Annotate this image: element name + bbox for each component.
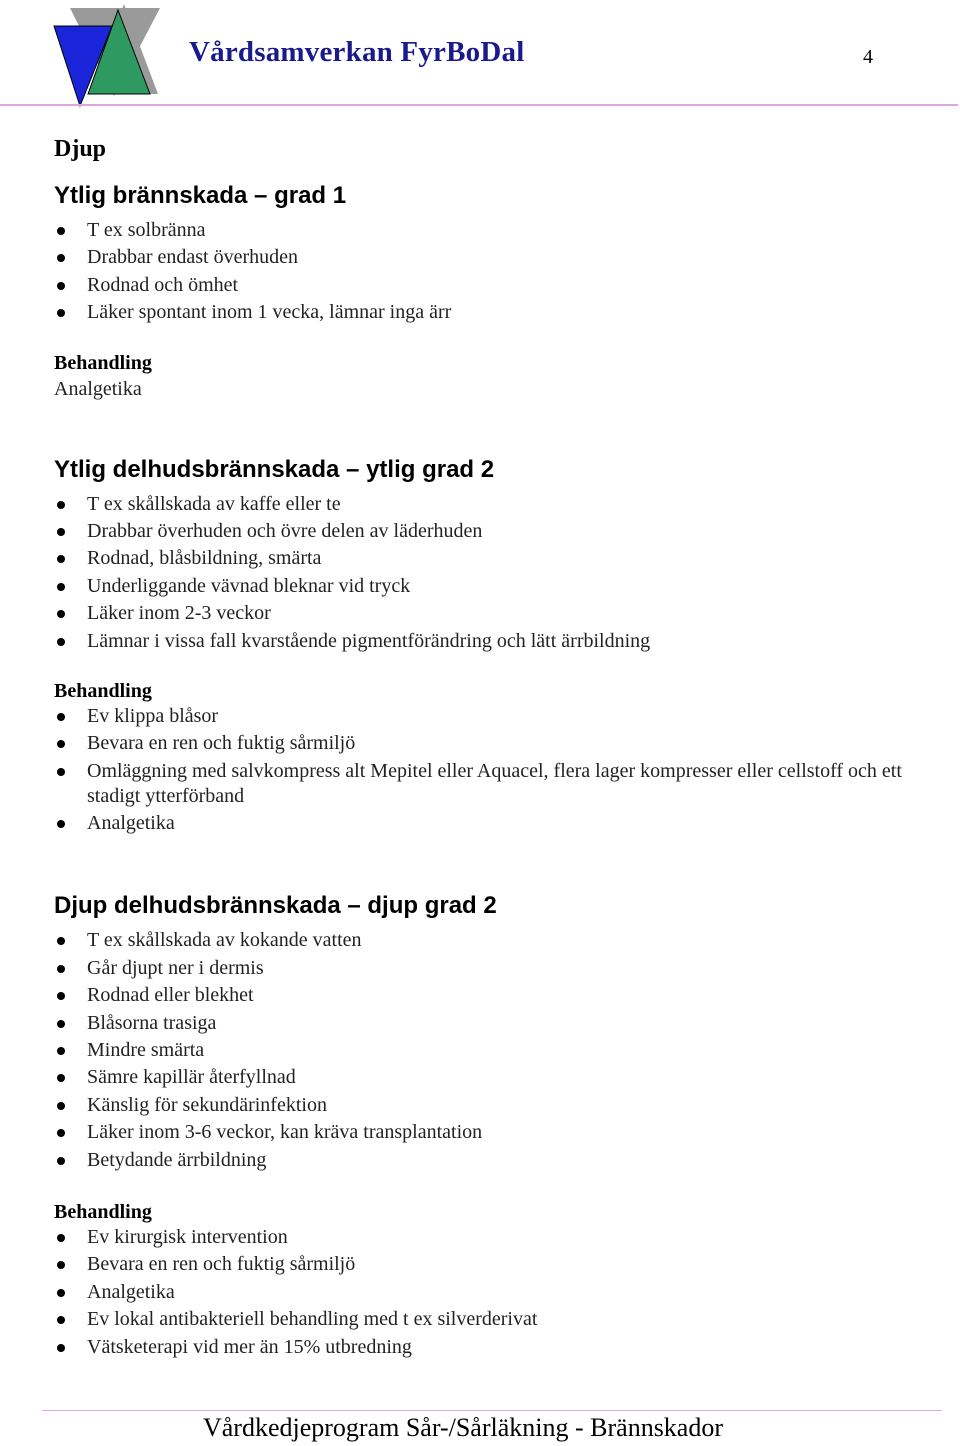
list-item: Lämnar i vissa fall kvarstående pigmentförändring och lätt ärrbildning — [54, 629, 914, 654]
header-divider — [0, 104, 958, 106]
section-heading: Djup delhudsbrännskada – djup grad 2 — [54, 892, 497, 920]
document-body — [54, 132, 914, 1362]
header-title: Vårdsamverkan FyrBoDal — [189, 36, 525, 68]
list-item: Känslig för sekundärinfektion — [54, 1093, 914, 1118]
list-item: T ex skållskada av kaffe eller te — [54, 492, 914, 517]
list-item: Rodnad och ömhet — [54, 273, 914, 298]
list-item: Bevara en ren och fuktig sårmiljö — [54, 1252, 914, 1277]
list-item: Ev klippa blåsor — [54, 704, 914, 729]
symptom-list — [54, 928, 914, 1172]
treatment-list — [54, 1225, 914, 1360]
list-item: Sämre kapillär återfyllnad — [54, 1065, 914, 1090]
section-heading: Ytlig brännskada – grad 1 — [54, 182, 347, 209]
symptom-list — [54, 218, 914, 325]
section-grade-1 — [54, 180, 914, 402]
list-item: T ex solbränna — [54, 218, 914, 243]
list-item: Läker inom 3-6 veckor, kan kräva transplantation — [54, 1120, 914, 1145]
treatment-list — [54, 704, 914, 836]
list-item: Underliggande vävnad bleknar vid tryck — [54, 574, 914, 599]
list-item: Analgetika — [54, 1280, 914, 1305]
footer-text: Vårdkedjeprogram Sår-/Sårläkning - Brännskador — [202, 1413, 724, 1442]
list-item: Går djupt ner i dermis — [54, 956, 914, 981]
list-item: Rodnad eller blekhet — [54, 983, 914, 1008]
section-superficial-grade-2 — [54, 454, 914, 837]
list-item: Mindre smärta — [54, 1038, 914, 1063]
list-item: Omläggning med salvkompress alt Mepitel eller Aquacel, flera lager kompresser eller cellstoff och ett stadigt ytterförband — [54, 759, 914, 809]
page-heading: Djup — [54, 136, 107, 162]
list-item: Betydande ärrbildning — [54, 1148, 914, 1173]
list-item: Analgetika — [54, 811, 914, 836]
footer-divider — [42, 1410, 942, 1411]
list-item: Bevara en ren och fuktig sårmiljö — [54, 731, 914, 756]
page-number: 4 — [863, 46, 873, 68]
list-item: Drabbar endast överhuden — [54, 245, 914, 270]
list-item: Drabbar överhuden och övre delen av läderhuden — [54, 519, 914, 544]
symptom-list — [54, 492, 914, 654]
list-item: T ex skållskada av kokande vatten — [54, 928, 914, 953]
list-item: Ev lokal antibakteriell behandling med t ex silverderivat — [54, 1307, 914, 1332]
list-item: Blåsorna trasiga — [54, 1011, 914, 1036]
section-deep-grade-2 — [54, 890, 914, 1359]
list-item: Vätsketerapi vid mer än 15% utbredning — [54, 1335, 914, 1360]
organization-logo — [52, 2, 164, 108]
treatment-label: Behandling — [54, 1200, 152, 1223]
treatment-text: Analgetika — [54, 377, 142, 400]
section-heading: Ytlig delhudsbrännskada – ytlig grad 2 — [54, 455, 495, 483]
list-item: Ev kirurgisk intervention — [54, 1225, 914, 1250]
list-item: Läker spontant inom 1 vecka, lämnar inga ärr — [54, 300, 914, 325]
list-item: Läker inom 2-3 veckor — [54, 601, 914, 626]
list-item: Rodnad, blåsbildning, smärta — [54, 546, 914, 571]
treatment-label: Behandling — [54, 351, 152, 374]
treatment-label: Behandling — [54, 679, 152, 702]
